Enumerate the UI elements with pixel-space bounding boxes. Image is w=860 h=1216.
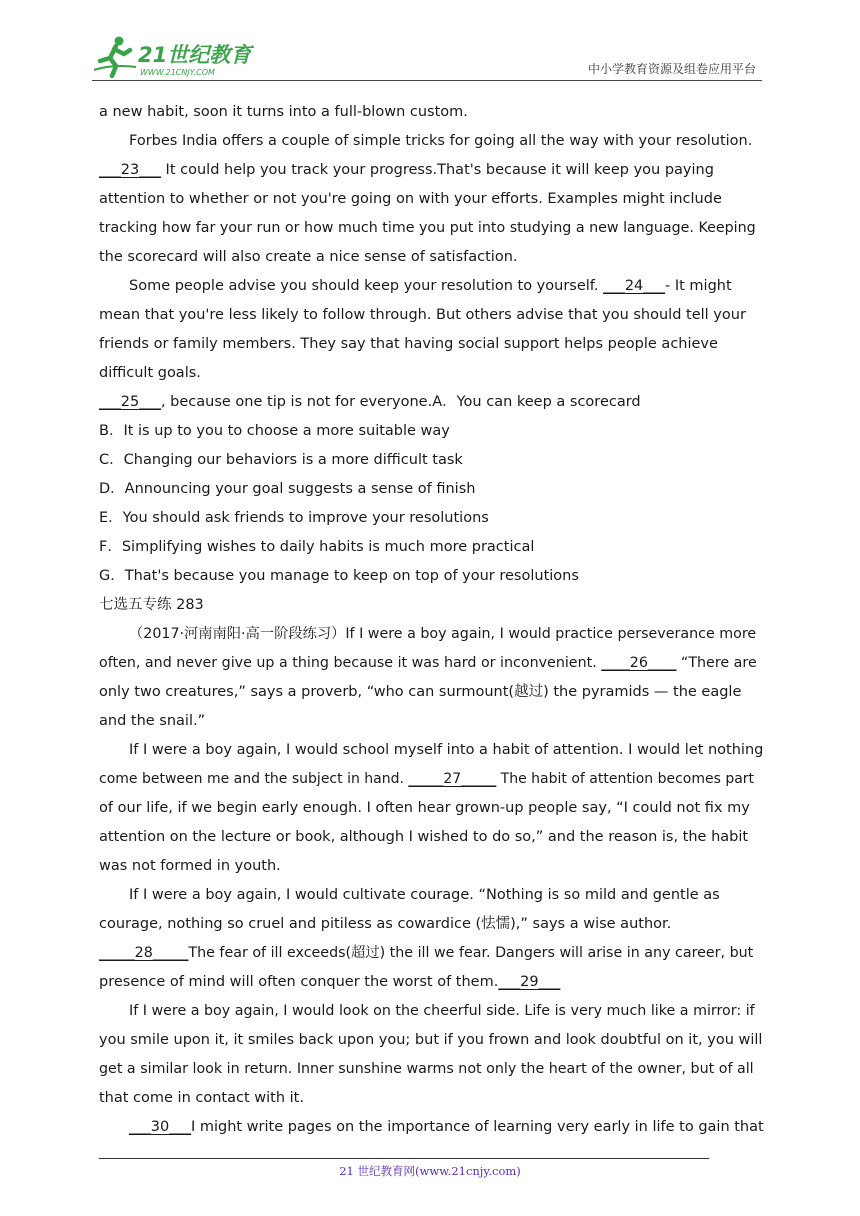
passage	[99, 98, 764, 1142]
footer-divider	[99, 1158, 709, 1159]
text-line: and the snail.”	[99, 713, 206, 729]
blank-24: ___24___	[603, 278, 666, 294]
section-title: 七选五专练 283	[99, 597, 204, 613]
text-line: （2017·河南南阳·高一阶段练习）If I were a boy again, I would practice perseverance more	[129, 626, 757, 642]
footer-source: 21 世纪教育网(www.21cnjy.com)	[339, 1164, 521, 1178]
text-line: ___30___I might write pages on the importance of learning very early in life to gain that	[129, 1119, 764, 1135]
text-line: come between me and the subject in hand. _____27_____ The habit of attention becomes part	[99, 771, 755, 787]
text-line: was not formed in youth.	[99, 858, 281, 874]
option-g: G．That's because you manage to keep on top of your resolutions	[99, 568, 579, 584]
text-line: _____28_____The fear of ill exceeds(超过) the ill we fear. Dangers will arise in any career, but	[99, 945, 754, 961]
text-line: friends or family members. They say that having social support helps people achieve	[99, 336, 718, 352]
text-line: you smile upon it, it smiles back upon you; but if you frown and look doubtful on it, you will	[99, 1032, 763, 1048]
option-e: E．You should ask friends to improve your resolutions	[99, 510, 489, 526]
text-line: presence of mind will often conquer the worst of them.___29___	[99, 974, 561, 990]
text-line: that come in contact with it.	[99, 1090, 304, 1106]
option-f: F．Simplifying wishes to daily habits is much more practical	[99, 539, 535, 555]
text-line: attention to whether or not you're going on with your efforts. Examples might include	[99, 191, 722, 207]
text-line: courage, nothing so cruel and pitiless as cowardice (怯懦),” says a wise author.	[99, 916, 672, 932]
option-b: B．It is up to you to choose a more suitable way	[99, 423, 450, 439]
text-line: difficult goals.	[99, 365, 201, 381]
text-line: Forbes India offers a couple of simple tricks for going all the way with your resolution.	[129, 133, 753, 149]
text-line: the scorecard will also create a nice sense of satisfaction.	[99, 249, 518, 265]
blank-25: ___25___	[99, 394, 161, 410]
text-line: If I were a boy again, I would look on the cheerful side. Life is very much like a mirror: if	[129, 1003, 755, 1019]
text-line: a new habit, soon it turns into a full-blown custom.	[99, 104, 468, 120]
runner-icon	[94, 37, 136, 77]
platform-name: 中小学教育资源及组卷应用平台	[587, 62, 756, 76]
logo-text: 21世纪教育	[138, 43, 252, 67]
blank-28: _____28_____	[99, 945, 189, 961]
option-d: D．Announcing your goal suggests a sense of finish	[99, 481, 476, 497]
option-c: C．Changing our behaviors is a more difficult task	[99, 452, 463, 468]
blank-27: _____27_____	[408, 771, 497, 787]
blank-23: ___23___	[99, 162, 161, 178]
text-line: attention on the lecture or book, although I wished to do so,” and the reason is, the habit	[99, 829, 749, 845]
text-line: If I were a boy again, I would cultivate courage. “Nothing is so mild and gentle as	[129, 887, 720, 903]
text-line: mean that you're less likely to follow through. But others advise that you should tell your	[99, 307, 746, 323]
text-line: Some people advise you should keep your resolution to yourself. ___24___- It might	[129, 278, 732, 294]
text-line: often, and never give up a thing because it was hard or inconvenient. ____26____ “There are	[99, 655, 757, 671]
blank-26: ____26____	[601, 655, 677, 671]
text-line: ___23___ It could help you track your progress.That's because it will keep you paying	[99, 162, 714, 178]
blank-30: ___30___	[129, 1119, 191, 1135]
logo	[92, 34, 262, 78]
text-line: get a similar look in return. Inner sunshine warms not only the heart of the owner, but of all	[99, 1061, 754, 1077]
text-line: If I were a boy again, I would school myself into a habit of attention. I would let nothing	[129, 742, 764, 758]
text-line: tracking how far your run or how much time you put into studying a new language. Keeping	[99, 220, 756, 236]
text-line: of our life, if we begin early enough. I often hear grown-up people say, “I could not fix my	[99, 800, 750, 816]
text-line: ___25___, because one tip is not for everyone.A．You can keep a scorecard	[99, 394, 641, 410]
blank-29: ___29___	[498, 974, 561, 990]
page-header	[92, 30, 762, 81]
logo-url: WWW.21CNJY.COM	[140, 68, 215, 77]
text-line: only two creatures,” says a proverb, “who can surmount(越过) the pyramids — the eagle	[99, 684, 742, 700]
